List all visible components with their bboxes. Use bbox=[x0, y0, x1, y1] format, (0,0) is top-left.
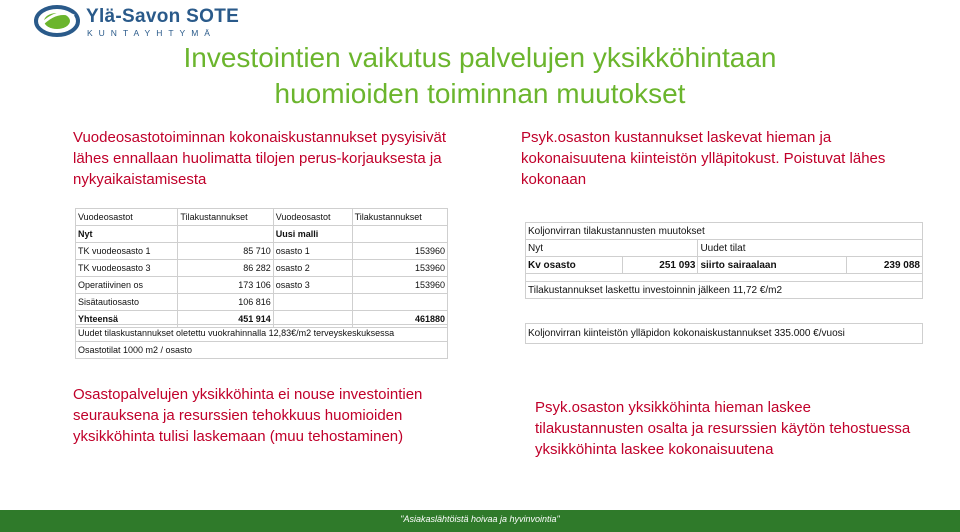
header-cell: Koljonvirran tilakustannusten muutokset bbox=[526, 223, 923, 240]
page-title bbox=[0, 40, 960, 112]
note-cell: Osastotilat 1000 m2 / osasto bbox=[76, 342, 448, 359]
bottom-right-text: Psyk.osaston yksikköhinta hieman laskee tilakustannusten osalta ja resurssien käytön tehostuessa yksikköhinta laskee kokonaisuutena bbox=[535, 399, 911, 458]
ward-cost-table bbox=[75, 208, 448, 328]
logo-name: Ylä-Savon SOTE bbox=[86, 6, 240, 27]
note-cell: Koljonvirran kiinteistön ylläpidon kokonaiskustannukset 335.000 €/vuosi bbox=[526, 324, 923, 344]
table-row bbox=[76, 277, 448, 294]
table-cell: 173 106 bbox=[178, 277, 273, 294]
spacer-cell bbox=[526, 274, 923, 282]
table-cell: Tilakustannukset laskettu investoinnin jälkeen 11,72 €/m2 bbox=[526, 282, 923, 299]
table-cell: 106 816 bbox=[178, 294, 273, 311]
koljonvirta-notes-table bbox=[525, 323, 923, 344]
table-row bbox=[526, 240, 923, 257]
table-cell: 153960 bbox=[352, 277, 447, 294]
table-cell bbox=[273, 294, 352, 311]
table-row bbox=[76, 325, 448, 342]
logo bbox=[34, 4, 284, 40]
title-line-2: huomioiden toiminnan muutokset bbox=[274, 78, 686, 109]
header-cell: Tilakustannukset bbox=[352, 209, 447, 226]
right-note: Psyk.osaston kustannukset laskevat hieman ja kokonaisuutena kiinteistön ylläpitokust. Poistuvat lähes kokonaan bbox=[521, 129, 886, 188]
table-cell: siirto sairaalaan bbox=[698, 257, 847, 274]
table-row bbox=[76, 243, 448, 260]
table-row bbox=[526, 274, 923, 282]
table-subheader-row bbox=[76, 226, 448, 243]
table-cell: 153960 bbox=[352, 260, 447, 277]
total-cell: 451 914 bbox=[178, 311, 273, 328]
table-row bbox=[526, 282, 923, 299]
table-header-row bbox=[526, 223, 923, 240]
footer-slogan: "Asiakaslähtöistä hoivaa ja hyvinvointia" bbox=[400, 514, 560, 524]
table-cell bbox=[352, 294, 447, 311]
total-cell: Yhteensä bbox=[76, 311, 178, 328]
table-cell: 251 093 bbox=[622, 257, 698, 274]
total-cell: 461880 bbox=[352, 311, 447, 328]
table-cell: osasto 1 bbox=[273, 243, 352, 260]
table-row bbox=[526, 324, 923, 344]
table-cell: TK vuodeosasto 3 bbox=[76, 260, 178, 277]
logo-subtitle: KUNTAYHTYMÄ bbox=[87, 28, 216, 38]
table-cell: Kv osasto bbox=[526, 257, 623, 274]
table-row bbox=[76, 294, 448, 311]
header-cell: Vuodeosastot bbox=[273, 209, 352, 226]
subheader-cell: Nyt bbox=[76, 226, 178, 243]
table-row bbox=[76, 342, 448, 359]
table-cell: 153960 bbox=[352, 243, 447, 260]
subheader-cell bbox=[352, 226, 447, 243]
left-note: Vuodeosastotoiminnan kokonaiskustannukset pysyisivät lähes ennallaan huolimatta tilojen perus-korjauksesta ja nykyaikaistamisesta bbox=[73, 129, 446, 188]
table-cell: osasto 2 bbox=[273, 260, 352, 277]
koljonvirta-cost-table bbox=[525, 222, 923, 299]
header-cell: Tilakustannukset bbox=[178, 209, 273, 226]
title-line-1: Investointien vaikutus palvelujen yksikköhintaan bbox=[183, 42, 777, 73]
table-cell: TK vuodeosasto 1 bbox=[76, 243, 178, 260]
table-row bbox=[76, 260, 448, 277]
subheader-cell: Uusi malli bbox=[273, 226, 352, 243]
header-cell: Vuodeosastot bbox=[76, 209, 178, 226]
table-cell: Operatiivinen os bbox=[76, 277, 178, 294]
bottom-left-text: Osastopalvelujen yksikköhinta ei nouse investointien seurauksena ja resurssien tehokkuus huomioiden yksikköhinta tulisi laskemaan (muu tehostaminen) bbox=[73, 386, 423, 445]
table-cell: Uudet tilat bbox=[698, 240, 923, 257]
subheader-cell bbox=[178, 226, 273, 243]
table-cell: Nyt bbox=[526, 240, 698, 257]
table-row bbox=[526, 257, 923, 274]
logo-mark-icon bbox=[34, 4, 80, 38]
note-cell: Uudet tilaskustannukset oletettu vuokrahinnalla 12,83€/m2 terveyskeskuksessa bbox=[76, 325, 448, 342]
ward-notes-table bbox=[75, 324, 448, 359]
table-header-row bbox=[76, 209, 448, 226]
table-cell: Sisätautiosasto bbox=[76, 294, 178, 311]
table-cell: 239 088 bbox=[847, 257, 923, 274]
table-cell: 86 282 bbox=[178, 260, 273, 277]
table-cell: 85 710 bbox=[178, 243, 273, 260]
table-cell: osasto 3 bbox=[273, 277, 352, 294]
